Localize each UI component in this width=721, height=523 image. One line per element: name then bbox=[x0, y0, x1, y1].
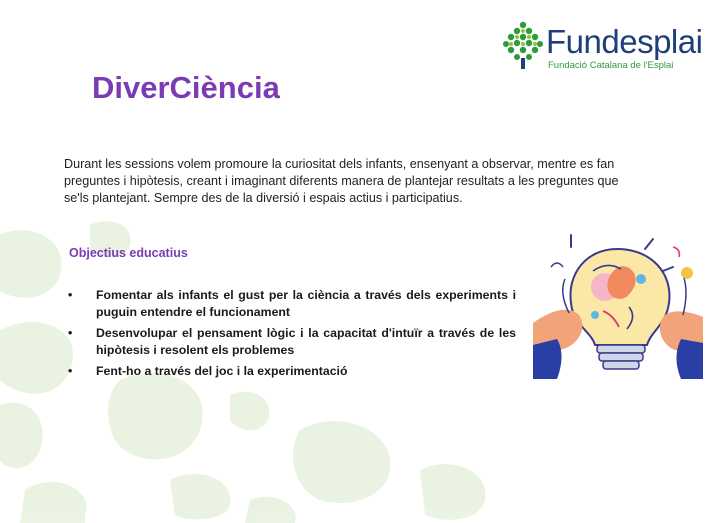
list-item bbox=[66, 363, 516, 380]
objectives-heading: Objectius educatius bbox=[69, 246, 188, 260]
tree-of-dots-icon bbox=[502, 20, 544, 70]
brand-name: Fundesplai bbox=[546, 23, 703, 60]
list-item bbox=[66, 287, 516, 321]
objective-text: Fent-ho a través del joc i la experimentació bbox=[96, 364, 348, 378]
intro-paragraph: Durant les sessions volem promoure la curiositat dels infants, ensenyant a observar, mentre es fan preguntes i hipòtesis, creant i imaginant diferents manera de plantejar resultats a les preguntes que se'ls plantejant. Sempre des de la diversió i espais actius i participatius. bbox=[64, 157, 619, 205]
bullet-icon: • bbox=[68, 288, 73, 302]
objective-text: Fomentar als infants el gust per la ciència a través dels experiments i puguin entendre el funcionament bbox=[96, 288, 516, 319]
slide-title: DiverCiència bbox=[92, 70, 280, 105]
ghost-text: contrar l bbox=[142, 221, 189, 236]
lightbulb-with-hands-icon bbox=[533, 227, 703, 379]
brand-tagline: Fundació Catalana de l'Esplai bbox=[548, 60, 674, 71]
bullet-icon: • bbox=[68, 326, 73, 340]
objectives-list bbox=[66, 287, 516, 384]
bullet-icon: • bbox=[68, 364, 73, 378]
fundesplai-logo bbox=[502, 20, 702, 72]
objective-text: Desenvolupar el pensament lògic i la capacitat d'intuïr a través de les hipòtesis i resolent els problemes bbox=[96, 326, 516, 357]
list-item bbox=[66, 325, 516, 359]
